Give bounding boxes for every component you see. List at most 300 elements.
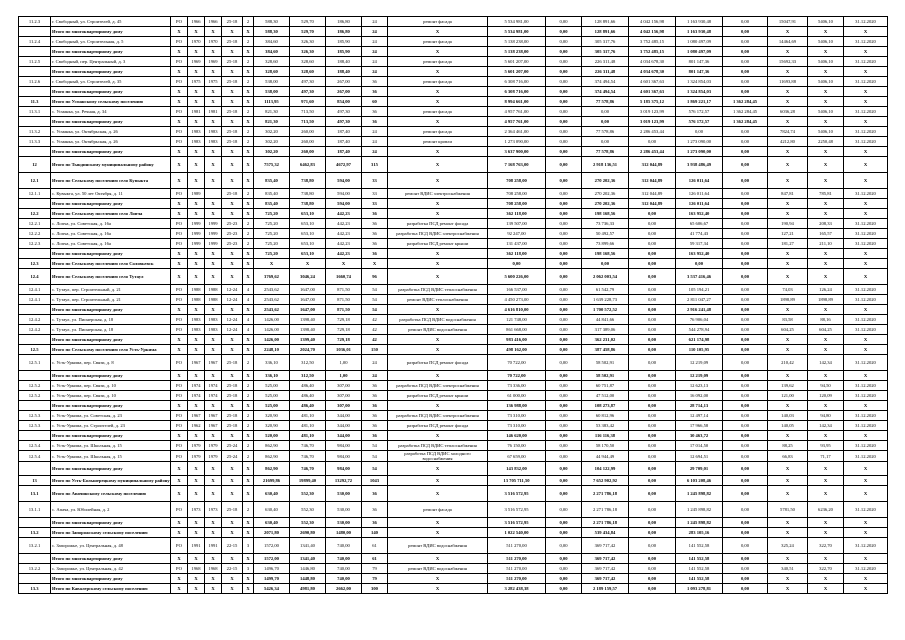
table-cell: X <box>808 574 844 584</box>
table-cell: 0,00 <box>629 381 676 391</box>
table-cell: 47 512,00 <box>582 391 629 401</box>
capital-repair-register-sheet <box>18 16 887 594</box>
table-cell: 12.2.1 <box>19 219 51 229</box>
table-row <box>19 127 888 137</box>
table-cell: X <box>222 47 243 57</box>
table-cell: X <box>222 259 243 269</box>
table-cell: 0,00 <box>546 305 582 315</box>
table-cell: 1966 <box>188 17 205 27</box>
table-cell: 139,62 <box>768 381 808 391</box>
table-cell: 25-18 <box>222 421 243 431</box>
table-cell: 498 162,00 <box>488 345 546 355</box>
table-cell: 24 <box>362 57 388 67</box>
table-cell: 0,00 <box>546 355 582 371</box>
table-cell: 12.4 <box>19 269 51 285</box>
table-cell: 92 247,00 <box>488 229 546 239</box>
table-cell: 108 273,87 <box>582 401 629 411</box>
table-cell: X <box>808 518 844 528</box>
table-cell: 0,00 <box>629 431 676 441</box>
table-cell: 740,00 <box>326 564 362 574</box>
table-cell: 1962 <box>188 421 205 431</box>
table-cell: 0,00 <box>629 411 676 421</box>
table-cell: 552,30 <box>290 502 326 518</box>
table-cell: X <box>188 584 205 594</box>
table-cell: 2 189 159,57 <box>582 584 629 594</box>
table-cell: 25-18 <box>222 127 243 137</box>
table-cell: 0,00 <box>723 269 768 285</box>
table-cell: X <box>205 209 222 219</box>
table-cell: X <box>768 157 808 173</box>
table-cell: 1983 <box>205 315 222 325</box>
table-cell: РО <box>171 451 188 462</box>
table-cell: 0,00 <box>629 554 676 564</box>
table-cell: X <box>171 528 188 538</box>
table-cell: 497,30 <box>290 77 326 87</box>
table-cell: 0,00 <box>546 249 582 259</box>
table-cell: 36 <box>362 107 388 117</box>
table-cell: X <box>388 518 488 528</box>
table-cell: X <box>171 117 188 127</box>
table-cell: 0,00 <box>629 528 676 538</box>
table-cell: 1974 <box>205 391 222 401</box>
table-cell: РО <box>171 285 188 295</box>
table-cell <box>19 87 51 97</box>
table-cell: X <box>844 269 888 285</box>
table-row-total <box>19 335 888 345</box>
table-cell: 5 534 981,00 <box>488 27 546 37</box>
table-cell: 369 717,42 <box>582 574 629 584</box>
table-cell: 54 <box>362 295 388 305</box>
table-cell: 653,10 <box>290 209 326 219</box>
table-cell: X <box>326 259 362 269</box>
table-row <box>19 137 888 147</box>
table-cell: 187,40 <box>326 147 362 157</box>
table-cell: РО <box>171 219 188 229</box>
table-cell: X <box>844 27 888 37</box>
table-cell: X <box>243 97 254 107</box>
table-cell: 0,00 <box>582 117 629 127</box>
table-cell: 267,00 <box>326 77 362 87</box>
table-cell: 0,00 <box>546 117 582 127</box>
table-cell: X <box>808 554 844 564</box>
table-cell: X <box>222 574 243 584</box>
table-cell: X <box>388 67 488 77</box>
table-cell: РО <box>171 107 188 117</box>
address-cell: Итого по многоквартирному дому <box>51 47 171 57</box>
table-cell: разработка ПСД ВДИС холодного водоснабжения <box>388 451 488 462</box>
table-cell: X <box>844 476 888 486</box>
address-cell: Итого по Кавалерскому сельскому поселению <box>51 584 171 594</box>
table-cell: X <box>205 371 222 381</box>
table-cell: 312,50 <box>290 355 326 371</box>
table-cell: 142,34 <box>808 421 844 431</box>
table-cell: 1981 <box>205 107 222 117</box>
table-cell: 821,30 <box>254 117 290 127</box>
table-cell: X <box>205 147 222 157</box>
table-cell: X <box>243 157 254 173</box>
table-cell: ремонт фасада <box>388 502 488 518</box>
table-cell: 442,23 <box>326 219 362 229</box>
table-cell: X <box>188 199 205 209</box>
table-cell: разработка ПСД ВДИС водоснабжения <box>388 315 488 325</box>
table-cell: 1968 <box>188 564 205 574</box>
table-cell: X <box>768 173 808 189</box>
table-cell: 1 080 497,09 <box>676 37 723 47</box>
table-cell: 11.2.6 <box>19 77 51 87</box>
table-cell: 60 <box>362 97 388 107</box>
table-cell: 31.12.2020 <box>844 77 888 87</box>
table-cell: 8 994 661,00 <box>488 97 546 107</box>
table-cell: 653,10 <box>290 249 326 259</box>
table-cell: 73 310,00 <box>488 421 546 431</box>
table-cell: X <box>844 574 888 584</box>
table-row-total <box>19 47 888 57</box>
table-cell: РО <box>171 57 188 67</box>
table-cell: 1398,40 <box>290 315 326 325</box>
table-cell: 12.5.2 <box>19 391 51 401</box>
table-cell <box>19 462 51 476</box>
table-cell: 0,00 <box>629 305 676 315</box>
table-cell: 31.12.2020 <box>844 381 888 391</box>
table-cell: 2 <box>243 441 254 451</box>
table-row-total <box>19 117 888 127</box>
table-cell: 1991 <box>188 538 205 554</box>
table-cell: X <box>844 259 888 269</box>
table-cell: X <box>205 401 222 411</box>
table-cell: 187,40 <box>326 137 362 147</box>
table-cell: 497,30 <box>326 117 362 127</box>
table-cell: 785,81 <box>808 189 844 199</box>
table-cell: 22-15 <box>222 538 243 554</box>
table-cell: 31.12.2020 <box>844 37 888 47</box>
table-cell: 604,25 <box>768 325 808 335</box>
table-cell: X <box>844 462 888 476</box>
table-cell: 2 <box>243 451 254 462</box>
table-cell: 31.12.2020 <box>844 564 888 574</box>
table-cell: 24 <box>362 371 388 381</box>
table-cell: 539 434,84 <box>582 528 629 538</box>
table-cell: 740,00 <box>326 538 362 554</box>
table-cell: 2248,10 <box>254 345 290 355</box>
table-cell: РО <box>171 538 188 554</box>
table-cell: X <box>188 528 205 538</box>
table-cell: 5406,10 <box>808 127 844 137</box>
table-cell: 4672,97 <box>326 157 362 173</box>
table-cell: 1988 <box>205 285 222 295</box>
table-cell: 12.2 <box>19 209 51 219</box>
address-cell: с. Лопча, ул. Советская, д. 16а <box>51 239 171 249</box>
table-cell: 0,00 <box>723 57 768 67</box>
table-cell: 1967 <box>188 411 205 421</box>
table-cell: X <box>171 584 188 594</box>
table-cell: 4 034 678,30 <box>629 57 676 67</box>
table-cell: 0,00 <box>546 441 582 451</box>
table-cell: X <box>188 209 205 219</box>
table-cell: 1988 <box>188 295 205 305</box>
table-cell: 305 317,76 <box>582 47 629 57</box>
table-cell: 0,00 <box>546 157 582 173</box>
table-cell: 260,00 <box>290 137 326 147</box>
table-cell: 344,00 <box>326 421 362 431</box>
table-cell: 2 <box>243 57 254 67</box>
table-cell: 31.12.2020 <box>844 239 888 249</box>
table-cell: X <box>171 554 188 564</box>
table-cell: 1979 <box>205 451 222 462</box>
table-cell: 16 092,00 <box>676 391 723 401</box>
table-cell: ремонт фасада <box>388 57 488 67</box>
table-cell: 2250,48 <box>808 137 844 147</box>
address-cell: Итого по многоквартирному дому <box>51 462 171 476</box>
table-cell: 12 <box>19 157 51 173</box>
table-cell: X <box>844 97 888 107</box>
table-cell: 31.12.2020 <box>844 355 888 371</box>
table-cell: X <box>222 371 243 381</box>
table-cell: 328,60 <box>254 67 290 77</box>
table-cell: 12.3 <box>19 259 51 269</box>
table-cell: 12.5.4 <box>19 441 51 451</box>
table-cell: 713,50 <box>290 117 326 127</box>
table-cell: 11.2.4 <box>19 37 51 47</box>
table-cell: X <box>171 574 188 584</box>
table-cell: 5406,10 <box>808 57 844 67</box>
table-cell: 31.12.2020 <box>844 421 888 431</box>
table-cell: 36 <box>362 209 388 219</box>
table-cell: 530,00 <box>326 486 362 502</box>
table-cell: 36 <box>362 486 388 502</box>
table-cell: 83,58 <box>768 315 808 325</box>
table-cell: 1999 <box>205 219 222 229</box>
table-cell: 594,00 <box>326 189 362 199</box>
table-cell: 31.12.2020 <box>844 295 888 305</box>
table-cell: 0,00 <box>629 486 676 502</box>
table-cell: 12.5.3 <box>19 411 51 421</box>
table-cell: X <box>768 584 808 594</box>
table-cell: 29 709,01 <box>676 462 723 476</box>
table-cell: 302,20 <box>254 147 290 157</box>
table-row-total <box>19 27 888 37</box>
table-cell: 0,00 <box>546 27 582 37</box>
table-cell: 0,00 <box>546 199 582 209</box>
table-cell: X <box>844 554 888 564</box>
table-cell: X <box>243 462 254 476</box>
table-cell: X <box>768 249 808 259</box>
table-cell: 0,00 <box>723 554 768 564</box>
table-cell: разработка ПСД ремонт фасада <box>388 219 488 229</box>
table-cell: 1 869 221,17 <box>676 97 723 107</box>
table-cell: 0,00 <box>488 259 546 269</box>
table-cell: X <box>844 147 888 157</box>
address-cell: г. Свободный, пер. Центральный, д. 3 <box>51 57 171 67</box>
table-cell: X <box>243 335 254 345</box>
table-cell: X <box>188 305 205 315</box>
table-cell: 42 <box>362 315 388 325</box>
table-cell: 13 705 711,50 <box>488 476 546 486</box>
table-cell: 1979 <box>188 451 205 462</box>
table-cell: 208,33 <box>808 219 844 229</box>
table-cell: 0,00 <box>723 305 768 315</box>
table-cell: X <box>171 97 188 107</box>
table-cell: 2690,80 <box>290 528 326 538</box>
table-cell: 0,00 <box>723 199 768 209</box>
table-cell: 36 <box>362 229 388 239</box>
table-row-total <box>19 401 888 411</box>
table-cell: 0,00 <box>546 528 582 538</box>
table-cell: X <box>205 305 222 315</box>
table-cell: X <box>844 431 888 441</box>
table-cell: 270 202,36 <box>582 199 629 209</box>
table-row <box>19 564 888 574</box>
table-cell: 1113,95 <box>254 97 290 107</box>
table-cell: 0,00 <box>723 37 768 47</box>
table-cell: 1036,01 <box>326 345 362 355</box>
table-cell: X <box>844 67 888 77</box>
table-cell: 59 317,34 <box>676 239 723 249</box>
table-cell: 146 620,00 <box>488 431 546 441</box>
table-cell: X <box>188 345 205 355</box>
table-cell: X <box>222 401 243 411</box>
table-cell: 42 <box>362 335 388 345</box>
table-cell: X <box>768 518 808 528</box>
table-cell: X <box>844 518 888 528</box>
table-cell: 25-18 <box>222 391 243 401</box>
table-cell: 2 <box>243 17 254 27</box>
table-row-total <box>19 157 888 173</box>
table-cell: 142,34 <box>808 355 844 371</box>
table-cell: 31.12.2020 <box>844 502 888 518</box>
table-cell: 12 219,09 <box>676 371 723 381</box>
table-cell: 31.12.2020 <box>844 137 888 147</box>
table-cell: 12.1 <box>19 173 51 189</box>
table-cell: 320,90 <box>254 411 290 421</box>
table-cell: 653,10 <box>290 229 326 239</box>
address-cell: с. Усть-Уркима, пер. Связи, д. 10 <box>51 391 171 401</box>
table-cell: 4 957 761,00 <box>488 117 546 127</box>
table-cell: 0,00 <box>629 335 676 345</box>
table-cell: X <box>243 345 254 355</box>
address-cell: с. Апача, ул. Юбилейная, д. 2 <box>51 502 171 518</box>
table-cell: 1999 <box>188 239 205 249</box>
table-cell: 0,00 <box>546 229 582 239</box>
address-cell: с. Усть-Уркима, пер. Связи, д. 10 <box>51 381 171 391</box>
table-cell: 1991 <box>205 538 222 554</box>
table-cell: 653,10 <box>290 219 326 229</box>
table-cell: 2662,00 <box>326 584 362 594</box>
table-cell: 307,00 <box>326 401 362 411</box>
table-cell: X <box>171 462 188 476</box>
table-cell: 33 <box>362 189 388 199</box>
table-cell: 0,00 <box>723 564 768 574</box>
table-cell: 302,20 <box>254 127 290 137</box>
table-cell: 1 273 090,00 <box>488 137 546 147</box>
table-cell: X <box>188 117 205 127</box>
table-cell: 0,00 <box>629 502 676 518</box>
table-cell: 725,20 <box>254 229 290 239</box>
table-cell: X <box>844 249 888 259</box>
table-cell: 36 <box>362 411 388 421</box>
table-cell: РО <box>171 315 188 325</box>
table-cell: X <box>205 476 222 486</box>
table-cell: X <box>188 335 205 345</box>
address-cell: Итого по Сельскому поселению село Тутаул <box>51 269 171 285</box>
table-cell: 0,00 <box>723 411 768 421</box>
table-cell: X <box>171 518 188 528</box>
table-cell: 1341,40 <box>290 538 326 554</box>
table-cell: X <box>844 305 888 315</box>
table-cell: 369 717,42 <box>582 538 629 554</box>
table-cell: 0,00 <box>546 411 582 421</box>
table-cell: 0,00 <box>629 315 676 325</box>
table-row-total <box>19 249 888 259</box>
table-cell <box>19 147 51 157</box>
address-cell: Итого по многоквартирному дому <box>51 574 171 584</box>
table-cell: X <box>222 117 243 127</box>
table-cell: X <box>768 345 808 355</box>
table-cell: 25-18 <box>222 502 243 518</box>
table-row <box>19 538 888 554</box>
table-cell: 328,60 <box>254 57 290 67</box>
table-row-total <box>19 147 888 157</box>
table-row <box>19 315 888 325</box>
table-cell: X <box>808 249 844 259</box>
table-cell: 442,23 <box>326 239 362 249</box>
table-cell: 88,16 <box>808 315 844 325</box>
table-cell: 0,00 <box>629 391 676 401</box>
table-cell: X <box>205 431 222 441</box>
table-row-total <box>19 486 888 502</box>
table-cell: 198 168,56 <box>582 249 629 259</box>
table-cell: 0,00 <box>546 584 582 594</box>
table-cell: 0,00 <box>723 137 768 147</box>
table-cell: X <box>808 371 844 381</box>
table-cell: 5 138 238,00 <box>488 37 546 47</box>
table-cell: 0,00 <box>546 37 582 47</box>
table-cell: 328,60 <box>290 67 326 77</box>
table-row <box>19 17 888 27</box>
table-cell: 576 172,57 <box>676 117 723 127</box>
table-cell: 3 752 485,15 <box>629 47 676 57</box>
table-cell: 2 <box>243 219 254 229</box>
table-cell: X <box>222 345 243 355</box>
table-cell: 1 245 898,82 <box>676 502 723 518</box>
table-cell: 260,00 <box>290 147 326 157</box>
table-cell: 31.12.2020 <box>844 451 888 462</box>
table-cell: X <box>243 249 254 259</box>
table-cell: 442,23 <box>326 229 362 239</box>
table-cell: 0,00 <box>629 325 676 335</box>
table-cell: 544 278,94 <box>676 325 723 335</box>
table-cell: 25-18 <box>222 17 243 27</box>
table-cell: 307,00 <box>326 391 362 401</box>
table-cell: 1967 <box>205 421 222 431</box>
table-cell: 594,00 <box>326 173 362 189</box>
table-cell <box>19 249 51 259</box>
table-cell: X <box>808 305 844 315</box>
table-cell: 44 841,66 <box>582 315 629 325</box>
table-cell: РО <box>171 229 188 239</box>
table-cell: X <box>205 269 222 285</box>
address-cell: Итого по многоквартирному дому <box>51 401 171 411</box>
table-cell: 25-18 <box>222 37 243 47</box>
table-cell: 211,10 <box>808 239 844 249</box>
table-cell: 1 245 898,82 <box>676 486 723 502</box>
table-cell: 12.2.3 <box>19 239 51 249</box>
table-cell: X <box>388 462 488 476</box>
table-row-total <box>19 209 888 219</box>
table-cell: 60 751,87 <box>582 381 629 391</box>
table-cell: 0,00 <box>629 219 676 229</box>
table-cell: X <box>388 87 488 97</box>
table-cell: X <box>388 209 488 219</box>
